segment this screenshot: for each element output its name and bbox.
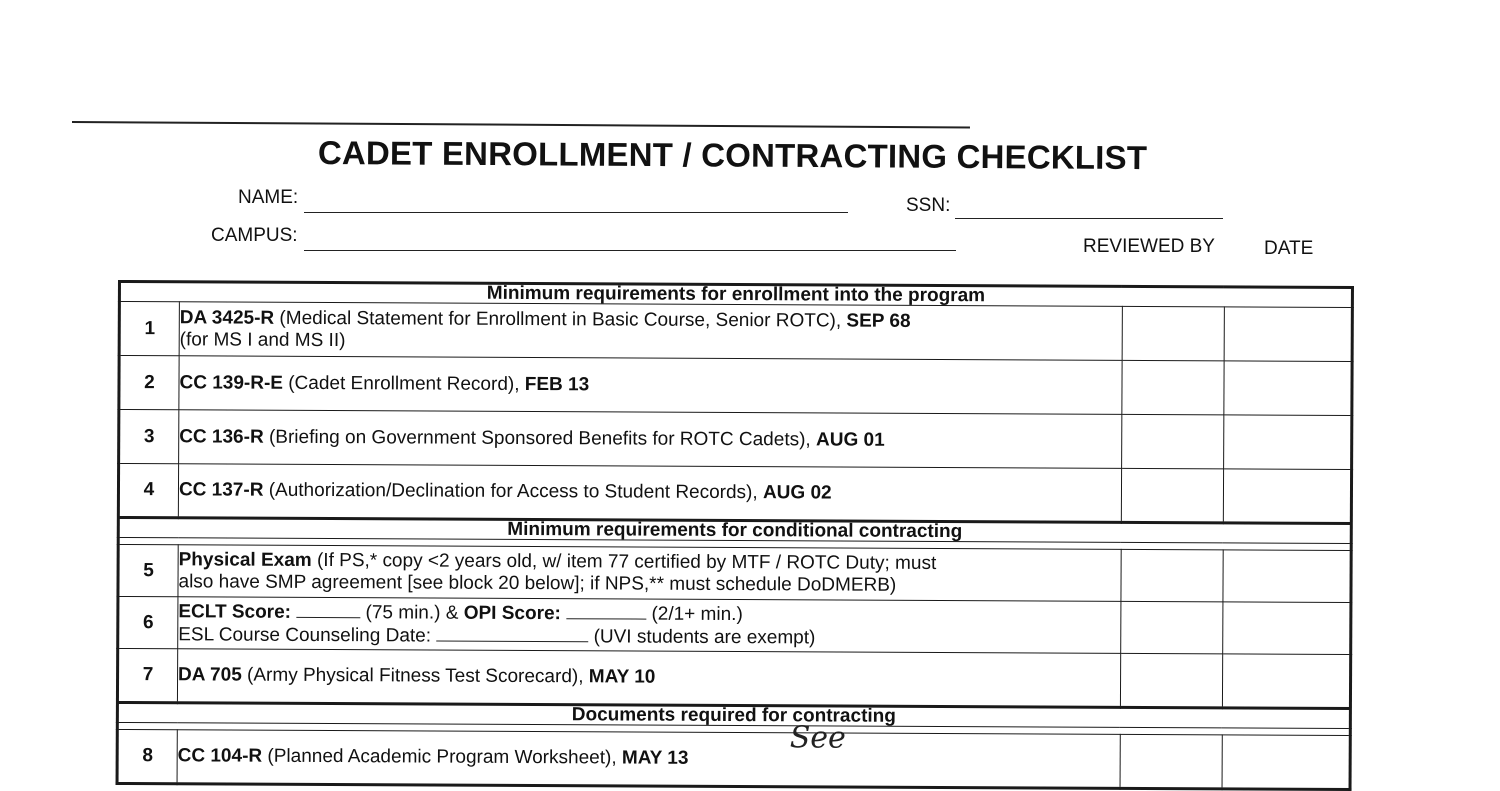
opi-score-label: OPI Score: (463, 602, 561, 624)
date-cell[interactable] (1224, 415, 1352, 470)
section-title: Minimum requirements for conditional contracting (118, 518, 1351, 544)
form-text: (Medical Statement for Enrollment in Basic Course, Senior ROTC), (274, 307, 847, 332)
form-date: AUG 02 (762, 482, 832, 504)
table-row (117, 730, 1350, 790)
row-description (177, 649, 1120, 708)
form-text-line2: (for MS I and MS II) (179, 328, 346, 351)
form-text-line2: also have SMP agreement [see block 20 below]; if NPS,** must schedule DoDMERB) (178, 570, 897, 596)
form-text: (Planned Academic Program Worksheet), (262, 745, 622, 769)
row-description (179, 410, 1122, 469)
checklist-table (116, 280, 1354, 791)
row-number: 1 (119, 302, 179, 356)
form-date: SEP 68 (846, 310, 911, 332)
date-cell[interactable] (1224, 307, 1352, 362)
date-cell[interactable] (1223, 602, 1351, 655)
campus-label: CAMPUS: (211, 225, 298, 246)
reviewed-by-cell[interactable] (1122, 306, 1224, 360)
name-field[interactable] (304, 212, 848, 213)
table-row (119, 410, 1352, 470)
eclt-score-field[interactable] (296, 600, 360, 617)
opi-score-field[interactable] (566, 602, 646, 619)
name-label: NAME: (238, 187, 299, 208)
table-row (119, 302, 1352, 362)
esl-exempt-note: (UVI students are exempt) (593, 625, 816, 648)
document-title: CADET ENROLLMENT / CONTRACTING CHECKLIST (317, 134, 1148, 177)
date-cell[interactable] (1224, 361, 1352, 416)
form-id: CC 104-R (177, 745, 263, 767)
opi-requirement: (2/1+ min.) (651, 603, 743, 625)
row-description (179, 356, 1122, 415)
date-cell[interactable] (1222, 735, 1350, 790)
table-row (117, 649, 1350, 709)
row-number: 4 (118, 464, 178, 518)
row-description (179, 302, 1122, 361)
row-description (178, 597, 1121, 654)
row-description (177, 720, 1120, 789)
form-text: (Army Physical Fitness Test Scorecard), (241, 664, 589, 688)
esl-counseling-date-field[interactable] (436, 624, 588, 642)
row-number: 2 (119, 356, 179, 410)
esl-counseling-label: ESL Course Counseling Date: (178, 623, 432, 647)
ssn-field[interactable] (955, 218, 1223, 219)
reviewed-by-cell[interactable] (1121, 549, 1223, 601)
row-number: 3 (119, 410, 179, 464)
form-id: Physical Exam (178, 548, 312, 571)
table-row (118, 464, 1351, 524)
section-title: Minimum requirements for enrollment into the program (119, 282, 1352, 308)
form-date: AUG 01 (815, 428, 885, 451)
reviewed-by-cell[interactable] (1122, 414, 1224, 468)
form-date: FEB 13 (524, 373, 590, 395)
row-description (178, 545, 1121, 602)
table-row (118, 597, 1351, 655)
date-cell[interactable] (1223, 550, 1351, 603)
top-divider-line (72, 121, 970, 128)
form-text: (Cadet Enrollment Record), (282, 372, 525, 395)
form-id: DA 705 (178, 664, 242, 686)
form-date: MAY 13 (621, 747, 689, 769)
form-id: CC 137-R (178, 479, 264, 501)
date-header: DATE (1264, 238, 1314, 259)
form-id: CC 139-R-E (179, 371, 284, 394)
reviewed-by-cell[interactable] (1121, 468, 1223, 522)
reviewed-by-header: REVIEWED BY (1083, 236, 1215, 257)
eclt-score-label: ECLT Score: (178, 600, 292, 623)
reviewed-by-cell[interactable] (1120, 653, 1222, 707)
checklist-form (116, 280, 1354, 791)
ssn-label: SSN: (906, 195, 951, 216)
reviewed-by-cell[interactable] (1121, 601, 1223, 653)
section-title: Documents required for contracting (117, 703, 1350, 729)
row-number: 5 (118, 545, 178, 597)
form-id: CC 136-R (179, 425, 264, 448)
row-description (178, 464, 1121, 523)
row-number: 8 (117, 730, 177, 784)
table-row (119, 356, 1352, 416)
form-text: (If PS,* copy <2 years old, w/ item 77 certified by MTF / ROTC Duty; must (311, 549, 937, 574)
form-text: (Authorization/Declination for Access to Student Records), (263, 479, 764, 504)
reviewed-by-cell[interactable] (1120, 734, 1222, 788)
form-text: (Briefing on Government Sponsored Benefits for ROTC Cadets), (263, 426, 817, 450)
date-cell[interactable] (1223, 469, 1351, 524)
reviewed-by-cell[interactable] (1122, 360, 1224, 414)
date-cell[interactable] (1222, 654, 1350, 709)
form-id: DA 3425-R (179, 306, 275, 329)
campus-field[interactable] (304, 250, 956, 251)
eclt-requirement: (75 min.) & (365, 601, 459, 624)
table-row (118, 545, 1351, 603)
row-number: 6 (118, 597, 178, 649)
handwritten-note: See (789, 720, 846, 756)
form-date: MAY 10 (588, 666, 656, 688)
row-number: 7 (117, 649, 177, 703)
